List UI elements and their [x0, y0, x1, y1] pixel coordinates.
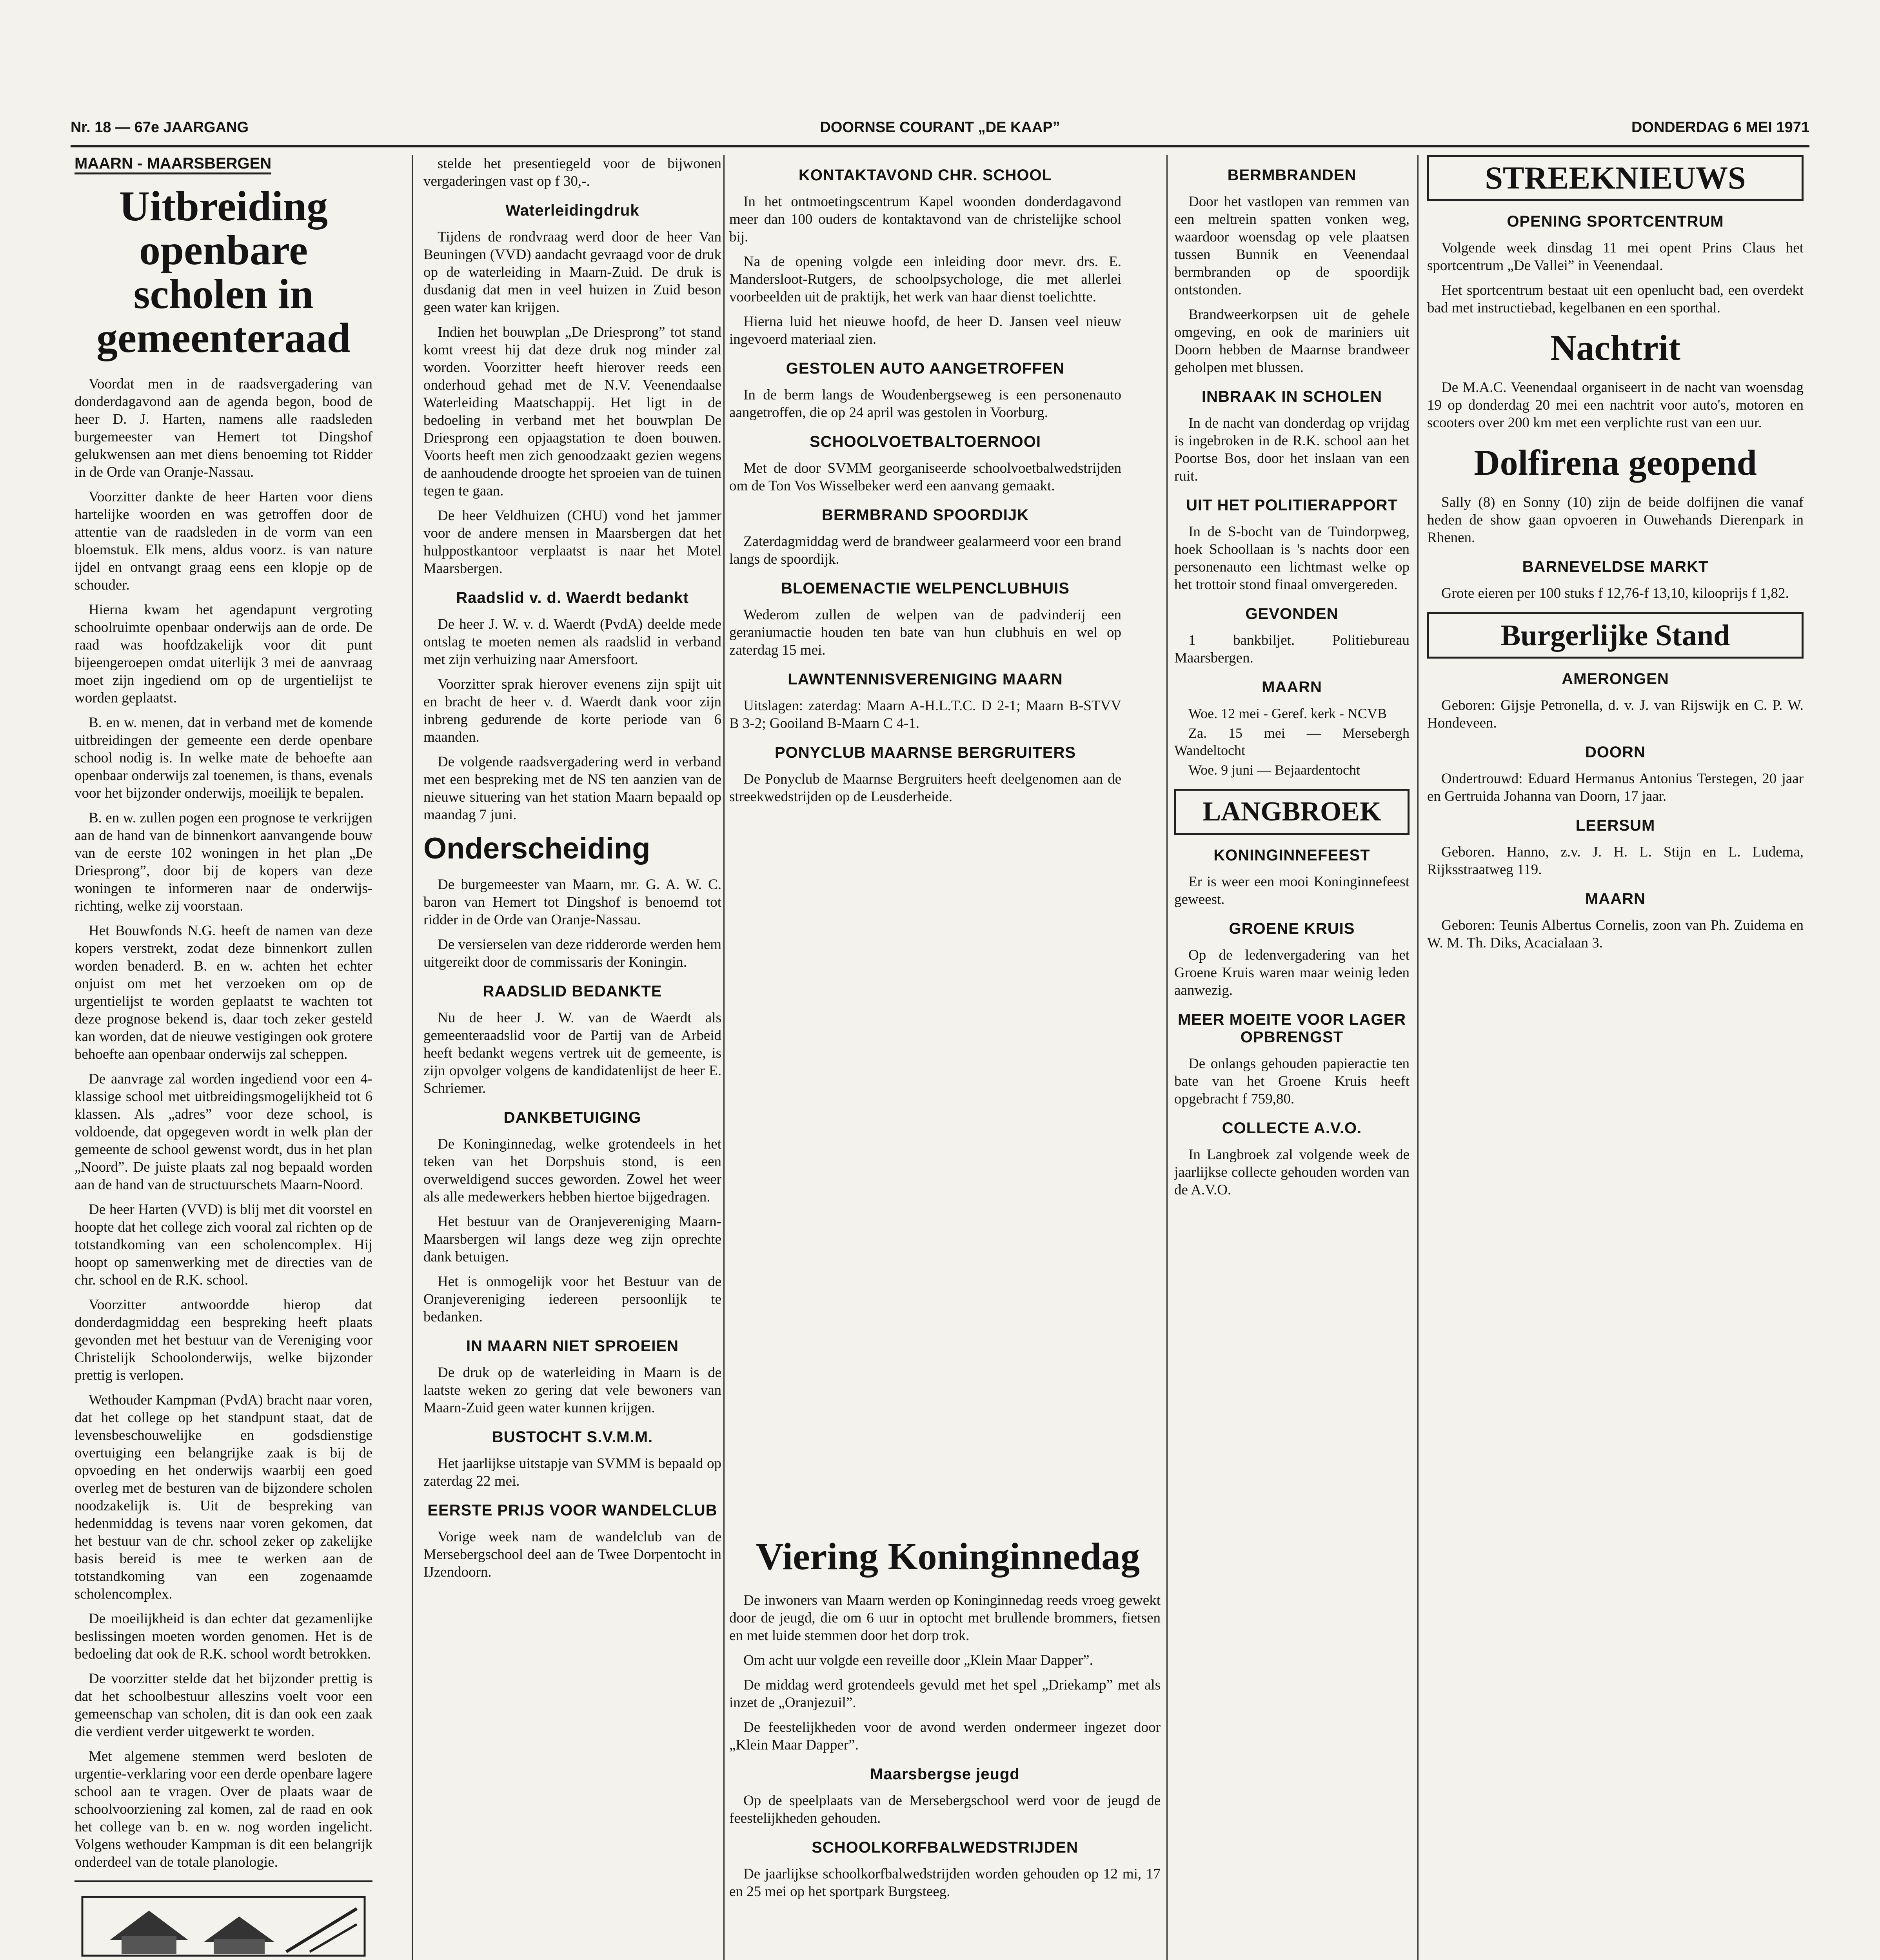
column-divider	[1417, 155, 1419, 1960]
column-divider	[1166, 155, 1168, 1960]
article-paragraph: Geboren: Gijsje Petronella, d. v. J. van Rijswijk en C. P. W. Hondeveen.	[1427, 697, 1804, 731]
issue-number: Nr. 18 — 67e JAARGANG	[71, 119, 249, 136]
article-paragraph: De heer J. W. v. d. Waerdt (PvdA) deelde mede ontslag te moeten nemen als raadslid in verband met zijn verhuizing naar Amersfoort.	[423, 616, 721, 668]
article-paragraph: De moeilijkheid is dan echter dat gezamenlijke beslissingen moeten worden genomen. Het is de bedoeling dat ook de R.K. school wordt betrokken.	[74, 1611, 372, 1662]
article-paragraph: Volgende week dinsdag 11 mei opent Prins Claus het sportcentrum „De Vallei” in Veenendaal.	[1427, 240, 1804, 274]
article-paragraph: Er is weer een mooi Koninginnefeest geweest.	[1174, 874, 1410, 907]
subheading: GROENE KRUIS	[1229, 920, 1355, 937]
dolfirena-headline: Dolfirena geopend	[1474, 443, 1757, 483]
article-paragraph: In het ontmoetingscentrum Kapel woonden donderdagavond meer dan 100 ouders de kontaktavond van de christelijke school bij.	[729, 194, 1121, 245]
makelaar-advertisement	[74, 1880, 372, 1960]
article-paragraph: De Ponyclub de Maarnse Bergruiters heeft deelgenomen aan de streekwedstrijden op de Leusderheide.	[729, 771, 1121, 805]
subheading: Raadslid v. d. Waerdt bedankt	[456, 589, 689, 606]
subheading: GESTOLEN AUTO AANGETROFFEN	[786, 360, 1065, 377]
article-paragraph: De druk op de waterleiding in Maarn is de laatste weken zo gering dat vele bewoners van Maarn-Zuid geen water kunnen krijgen.	[423, 1365, 721, 1416]
article-paragraph: Tijdens de rondvraag werd door de heer Van Beuningen (VVD) aandacht gevraagd voor de druk op de waterleiding in Maarn-Zuid. De druk is dusdanig dat men in veel huizen in Zuid beson geen water kan krijgen.	[423, 229, 721, 316]
article-paragraph: Het bestuur van de Oranjevereniging Maarn-Maarsbergen wil langs deze weg zijn oprechte dank betuigen.	[423, 1214, 721, 1265]
calendar-item: Woe. 12 mei - Geref. kerk - NCVB	[1188, 706, 1387, 721]
article-paragraph: Wederom zullen de welpen van de padvinderij een geraniumactie houden ten bate van hun clubhuis en wel op zaterdag 15 mei.	[729, 607, 1121, 658]
subheading: BARNEVELDSE MARKT	[1522, 558, 1709, 575]
column-streeknieuws	[1427, 155, 1804, 1960]
subheading: SCHOOLVOETBALTOERNOOI	[810, 433, 1041, 450]
article-paragraph: De M.A.C. Veenendaal organiseert in de nacht van woensdag 19 op donderdag 20 mei een nachtrit voor auto's, motoren en scooters over 200 km met een verplichte rust van een uur.	[1427, 379, 1804, 431]
subheading: COLLECTE A.V.O.	[1222, 1120, 1362, 1137]
subheading: INBRAAK IN SCHOLEN	[1201, 388, 1382, 405]
subheading: SCHOOLKORFBALWEDSTRIJDEN	[812, 1839, 1078, 1856]
article-paragraph: 1 bankbiljet. Politiebureau Maarsbergen.	[1174, 632, 1410, 666]
article-paragraph: Sally (8) en Sonny (10) zijn de beide dolfijnen die vanaf heden de show gaan opvoeren in Ouwehands Dierenpark in Rhenen.	[1427, 494, 1804, 546]
article-paragraph: In de S-bocht van de Tuindorpweg, hoek Schoollaan is 's nachts door een personenauto een lichtmast welke op het trottoir stond finaal omvergereden.	[1174, 524, 1410, 593]
house-illustration	[74, 1893, 372, 1960]
langbroek-header: LANGBROEK	[1174, 789, 1410, 835]
article-paragraph: In de nacht van donderdag op vrijdag is ingebroken in de R.K. school aan het Poortse Bos, door het inslaan van een ruit.	[1174, 415, 1410, 484]
column-koninginnedag	[729, 1592, 1161, 1960]
subheading: KONTAKTAVOND CHR. SCHOOL	[798, 167, 1052, 184]
column-maarn	[74, 155, 372, 1960]
article-paragraph: Het sportcentrum bestaat uit een openlucht bad, een overdekt bad met instructiebad, kegelbanen en een sporthal.	[1427, 282, 1804, 316]
article-paragraph: Hierna kwam het agendapunt vergroting schoolruimte openbaar onderwijs aan de orde. De raad was hoofdzakelijk voor dit punt bijeengeroepen omdat uiterlijk 3 mei de aanvraag moet zijn ingediend om op de urgentielijst te worden geplaatst.	[74, 602, 372, 706]
article-paragraph: De feestelijkheden voor de avond werden ondermeer ingezet door „Klein Maar Dapper”.	[729, 1719, 1161, 1753]
article-paragraph: In de berm langs de Woudenbergseweg is een personenauto aangetroffen, die op 24 april was gestolen in Voorburg.	[729, 387, 1121, 421]
burgerlijke-stand-header: Burgerlijke Stand	[1427, 612, 1804, 659]
subheading: AMERONGEN	[1562, 670, 1669, 688]
article-paragraph: De versierselen van deze ridderorde werden hem uitgereikt door de commissaris der Koningin.	[423, 936, 721, 970]
article-paragraph: Na de opening volgde een inleiding door mevr. drs. E. Mandersloot-Rutgers, de schoolpsychologe, die met allerlei voorbeelden uit de praktijk, het werk van haar dienst toelichtte.	[729, 254, 1121, 305]
article-paragraph: Voorzitter dankte de heer Harten voor diens hartelijke woorden en was getroffen door de attentie van de raadsleden in de vorm van een bloemstuk. Elk mens, aldus voorz. is van nature ijdel en ontvangt graag eens een klopje op de schouder.	[74, 489, 372, 593]
article-paragraph: Grote eieren per 100 stuks f 12,76-f 13,10, kilooprijs f 1,82.	[1441, 585, 1789, 601]
subheading: BERMBRAND SPOORDIJK	[822, 506, 1029, 524]
subheading: Maarsbergse jeugd	[870, 1766, 1020, 1783]
article-paragraph: Om acht uur volgde een reveille door „Klein Maar Dapper”.	[743, 1652, 1093, 1668]
subheading: MEER MOEITE VOOR LAGER OPBRENGST	[1177, 1011, 1406, 1046]
article-paragraph: Voordat men in de raadsvergadering van donderdagavond aan de agenda begon, bood de heer D. J. Harten, namens alle raadsleden burgemeester van Hemert tot Dingshof gelukwensen aan met diens benoeming tot Ridder in de Orde van Oranje-Nassau.	[74, 376, 372, 480]
subheading: IN MAARN NIET SPROEIEN	[466, 1338, 679, 1355]
subheading: OPENING SPORTCENTRUM	[1507, 213, 1724, 230]
article-paragraph: Met algemene stemmen werd besloten de urgentie-verklaring voor een derde openbare lagere school aan te vragen. Over de plaats waar de schoolvoorziening zal komen, zal de raad en ook het college van b. en w. nog worden ingelicht. Volgens wethouder Kampman is dit een belangrijk onderdeel van de totale planologie.	[74, 1748, 372, 1870]
subheading: UIT HET POLITIERAPPORT	[1186, 497, 1398, 514]
article-paragraph: Voorzitter antwoordde hierop dat donderdagmiddag een bespreking heeft plaats gevonden met het bestuur van de Vereniging voor Christelijk Schoolonderwijs, welke bijzonder prettig is verlopen.	[74, 1297, 372, 1383]
column-school-news	[729, 155, 1121, 1527]
article-paragraph: Het Bouwfonds N.G. heeft de namen van deze kopers verstrekt, zodat deze binnenkort zullen worden benaderd. B. en w. achten het echter onjuist om met het verzoeken om op de urgentielijst te worden geplaatst te wachten tot deze prognose bekend is, daar toch zeker gesteld kan worden, dat de nieuwe vestigingen ook grotere behoefte aan openbaar onderwijs zal scheppen.	[74, 923, 372, 1062]
article-paragraph: Hierna luid het nieuwe hoofd, de heer D. Jansen veel nieuw ingevoerd materiaal zien.	[729, 314, 1121, 347]
article-paragraph: B. en w. zullen pogen een prognose te verkrijgen aan de hand van de binnenkort aanvangende bouw van de eerste 102 woningen in het plan „De Driesprong”, door bij de kopers van deze woningen te informeren naar de onderwijs-richting, welke zij voorstaan.	[74, 810, 372, 914]
article-paragraph: In Langbroek zal volgende week de jaarlijkse collecte gehouden worden van de A.V.O.	[1174, 1147, 1410, 1198]
calendar-item: Za. 15 mei — Mersebergh Wandeltocht	[1174, 725, 1410, 758]
article-paragraph: De inwoners van Maarn werden op Koninginnedag reeds vroeg gewekt door de jeugd, die om 6 uur in optocht met brullende brommers, fietsen en met luide stemmen door het dorp trok.	[729, 1592, 1161, 1644]
article-paragraph: Indien het bouwplan „De Driesprong” tot stand komt vreest hij dat deze druk nog minder zal worden. Voorzitter heeft hierover reeds een onderhoud gehad met de N.V. Veenendaalse Waterleiding Maatschappij. Het ligt in de bedoeling in verband met het bouwplan De Driesprong een opjaagstation te doen bouwen. Voorts heeft men zich genoodzaakt gezien wegens de aanhoudende droogte het sproeien van de tuinen tegen te gaan.	[423, 324, 721, 499]
article-paragraph: Op de ledenvergadering van het Groene Kruis waren maar weinig leden aanwezig.	[1174, 947, 1410, 998]
subheading: KONINGINNEFEEST	[1213, 847, 1370, 864]
article-paragraph: De burgemeester van Maarn, mr. G. A. W. C. baron van Hemert tot Dingshof is benoemd tot ridder in de Orde van Oranje-Nassau.	[423, 877, 721, 928]
article-paragraph: De middag werd grotendeels gevuld met het spel „Driekamp” met als inzet de „Oranjezuil”.	[729, 1677, 1161, 1711]
column-local-news	[1174, 155, 1410, 1960]
article-paragraph: Ondertrouwd: Eduard Hermanus Antonius Terstegen, 20 jaar en Gertruida Johanna van Doorn, 17 jaar.	[1427, 771, 1804, 804]
article-paragraph: Vorige week nam de wandelclub van de Mersebergschool deel aan de Twee Dorpentocht in IJzendoorn.	[423, 1529, 721, 1580]
subheading: EERSTE PRIJS VOOR WANDELCLUB	[427, 1502, 717, 1519]
subheading: MAARN	[1585, 890, 1646, 907]
newspaper-name: DOORNSE COURANT „DE KAAP”	[820, 119, 1060, 136]
article-paragraph: Door het vastlopen van remmen van een meltrein spatten vonken weg, waardoor woensdag op vele plaatsen tussen Bunnik en Veenendaal bermbranden op de spoordijk ontstonden.	[1174, 194, 1410, 298]
subheading: LAWNTENNISVERENIGING MAARN	[788, 671, 1063, 688]
article-paragraph: Wethouder Kampman (PvdA) bracht naar voren, dat het college op het standpunt staat, dat de levensbeschouwelijke en godsdienstige overtuiging een belangrijke zaak is bij de opvoeding en het onderwijs waarbij een goed overleg met de besturen van de bijzondere scholen noodzakelijk is. Uit de bespreking van hedenmiddag is tevens naar voren gekomen, dat het bestuur van de chr. school zeker op zakelijke basis bereid is mee te werken aan de totstandkoming van een zogenaamde scholencomplex.	[74, 1392, 372, 1602]
article-paragraph: De onlangs gehouden papieractie ten bate van het Groene Kruis heeft opgebracht f 759,80.	[1174, 1056, 1410, 1107]
subheading: GEVONDEN	[1245, 605, 1339, 622]
article-paragraph: De heer Harten (VVD) is blij met dit voorstel en hoopte dat het college zich vooral zal richten op de totstandkoming van een scholencomplex. Hij hoopt op samenwerking met de directies van de chr. school en de R.K. school.	[74, 1201, 372, 1288]
article-paragraph: Geboren: Teunis Albertus Cornelis, zoon van Ph. Zuidema en W. M. Th. Diks, Acacialaan 3.	[1427, 917, 1804, 951]
masthead-bar	[71, 116, 1809, 139]
article-paragraph: Zaterdagmiddag werd de brandweer gealarmeerd voor een brand langs de spoordijk.	[729, 534, 1121, 567]
article-paragraph: Op de speelplaats van de Mersebergschool werd voor de jeugd de feestelijkheden gehouden.	[729, 1793, 1161, 1826]
lead-headline: Uitbreiding openbare scholen in gemeenteraad	[96, 183, 351, 361]
article-paragraph: stelde het presentiegeld voor de bijwonen vergaderingen vast op f 30,-.	[423, 156, 721, 189]
column-divider	[412, 155, 413, 1960]
calendar-item: Woe. 9 juni — Bejaardentocht	[1188, 762, 1360, 778]
subheading: DOORN	[1585, 744, 1646, 761]
article-paragraph: Uitslagen: zaterdag: Maarn A-H.L.T.C. D 2-1; Maarn B-STVV B 3-2; Gooiland B-Maarn C 4-1.	[729, 698, 1121, 731]
subheading: LEERSUM	[1575, 817, 1655, 834]
header-rule	[71, 145, 1809, 147]
article-paragraph: De volgende raadsvergadering werd in verband met een bespreking met de NS ten aanzien van de nieuwe situering van het station Maarn bepaald op maandag 7 juni.	[423, 754, 721, 823]
article-paragraph: De Koninginnedag, welke grotendeels in het teken van het Dorpshuis stond, is een overweldigend succes geworden. Zowel het weer als alle medewerkers hebben hiertoe bijgedragen.	[423, 1136, 721, 1205]
subheading: BUSTOCHT S.V.M.M.	[492, 1428, 653, 1446]
article-paragraph: Het is onmogelijk voor het Bestuur van de Oranjevereniging iedereen persoonlijk te bedanken.	[423, 1274, 721, 1325]
article-paragraph: Nu de heer J. W. van de Waerdt als gemeenteraadslid voor de Partij van de Arbeid heeft bedankt wegens vertrek uit de gemeente, is zijn opvolger volgens de kandidatenlijst de heer E. Schriemer.	[423, 1010, 721, 1096]
nachtrit-headline: Nachtrit	[1550, 328, 1681, 368]
subheading: MAARN	[1262, 679, 1322, 696]
issue-date: DONDERDAG 6 MEI 1971	[1631, 119, 1809, 136]
viering-headline: Viering Koninginnedag	[756, 1535, 1140, 1578]
article-paragraph: Het jaarlijkse uitstapje van SVMM is bepaald op zaterdag 22 mei.	[423, 1455, 721, 1489]
subheading: DANKBETUIGING	[503, 1109, 641, 1126]
onderscheiding-headline: Onderscheiding	[423, 832, 650, 865]
subheading: PONYCLUB MAARNSE BERGRUITERS	[774, 744, 1076, 761]
article-paragraph: De heer Veldhuizen (CHU) vond het jammer voor de andere mensen in Maarsbergen dat het hulppostkantoor verplaatst is naar het Motel Maarsbergen.	[423, 508, 721, 577]
subheading: BLOEMENACTIE WELPENCLUBHUIS	[781, 580, 1070, 597]
article-paragraph: Voorzitter sprak hierover evenens zijn spijt uit en bracht de heer v. d. Waerdt dank voor zijn inbreng gedurende de korte periode van 6 maanden.	[423, 676, 721, 745]
column-raad-vervolg	[423, 155, 721, 1960]
article-paragraph: Brandweerkorpsen uit de gehele omgeving, en ook de mariniers uit Doorn hebben de Maarnse brandweer geholpen met blussen.	[1174, 307, 1410, 376]
subheading: BERMBRANDEN	[1227, 167, 1357, 184]
subheading: RAADSLID BEDANKTE	[483, 983, 662, 1000]
article-paragraph: B. en w. menen, dat in verband met de komende uitbreidingen der gemeente een derde openbare school nodig is. In welke mate de behoefte aan openbaar onderwijs zal toenemen, is thans, evenals voor het bijzonder onderwijs, moeilijk te bepalen.	[74, 715, 372, 801]
streeknieuws-header: STREEKNIEUWS	[1427, 155, 1804, 201]
article-paragraph: Geboren. Hanno, z.v. J. H. L. Stijn en L. Ludema, Rijksstraatweg 119.	[1427, 844, 1804, 878]
column-divider	[723, 155, 725, 1960]
article-paragraph: Met de door SVMM georganiseerde schoolvoetbalwedstrijden om de Ton Vos Wisselbeker werd een aanvang gemaakt.	[729, 460, 1121, 494]
section-tag: MAARN - MAARSBERGEN	[74, 155, 271, 174]
subheading: Waterleidingdruk	[505, 202, 639, 219]
article-paragraph: De aanvrage zal worden ingediend voor een 4-klassige school met uitbreidingsmogelijkheid tot 6 klassen. Als „adres” voor deze school, is voldoende, dat opgegeven wordt in welk plan der gemeente de school gewenst wordt, dus in het plan „Noord”. De juiste plaats zal nog bepaald worden aan de hand van de structuurschets Maarn-Noord.	[74, 1071, 372, 1193]
article-paragraph: De jaarlijkse schoolkorfbalwedstrijden worden gehouden op 12 mi, 17 en 25 mei op het sportpark Burgsteeg.	[729, 1866, 1161, 1900]
article-paragraph: De voorzitter stelde dat het bijzonder prettig is dat het schoolbestuur alleszins voelt voor een gemeenschap van scholen, dit is dan ook een zaak die verdient verder uitgewerkt te worden.	[74, 1671, 372, 1740]
